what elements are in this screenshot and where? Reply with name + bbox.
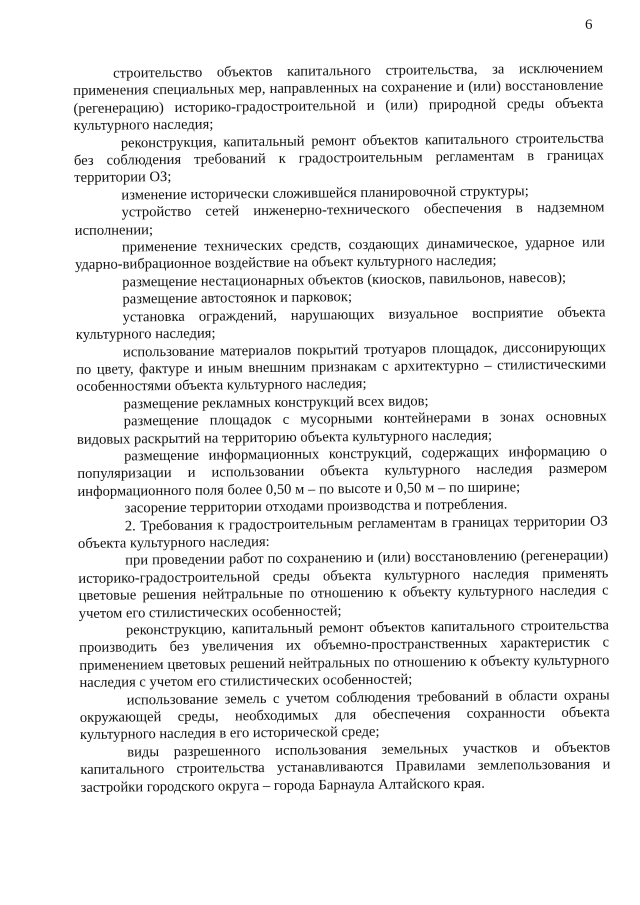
- paragraph: размещение информационных конструкций, содержащих информацию о популяризации и использовании объекта культурного наследия размером информационного поля более 0,50 м – по высоте и 0,50 м – по ширине;: [77, 443, 608, 500]
- page-number: 6: [585, 17, 593, 33]
- paragraph: виды разрешенного использования земельных участков и объектов капитального строительства устанавливаются Правилами землепользования и застройки городского округа – города Барнаула Алтайского края.: [80, 739, 611, 796]
- paragraph: засорение территории отходами производства и потребления.: [124, 496, 508, 517]
- paragraph: применение технических средств, создающих динамическое, ударное или ударно-вибрационное воздействие на объект культурного наследия;: [75, 234, 605, 274]
- paragraph: изменение исторически сложившейся планировочной структуры;: [121, 183, 529, 204]
- paragraph: устройство сетей инженерно-технического обеспечения в надземном исполнении;: [74, 199, 605, 239]
- paragraph: размещение нестационарных объектов (киосков, павильонов, навесов);: [122, 269, 567, 291]
- section-heading: 2. Требования к градостроительным регламентам в границах территории ОЗ объекта культурного наследия:: [77, 512, 608, 552]
- paragraph: реконструкцию, капитальный ремонт объектов капитального строительства производить без увеличения их объемно-пространственных характеристик с применением цветовых решений нейтральных по отношению к объекту культурного наследия с учетом его стилистических особенностей;: [79, 617, 610, 692]
- document-body: [73, 60, 611, 797]
- paragraph: размещение площадок с мусорными контейнерами в зонах основных видовых раскрытий на территорию объекта культурного наследия;: [76, 408, 607, 448]
- paragraph: строительство объектов капитального строительства, за исключением применения специальных мер, направленных на сохранение и (или) восстановление (регенерацию) историко-градостроительной и (или) природной среды объекта культурного наследия;: [73, 60, 604, 135]
- paragraph: при проведении работ по сохранению и (или) восстановлению (регенерации) историко-градостроительной среды объекта культурного наследия применять цветовые решения нейтральные по отношению к объекту культурного наследия с учетом его стилистических особенностей;: [78, 547, 609, 622]
- paragraph: реконструкция, капитальный ремонт объектов капитального строительства без соблюдения требований к градостроительным регламентам в границах территории ОЗ;: [73, 130, 605, 187]
- paragraph: установка ограждений, нарушающих визуальное восприятие объекта культурного наследия;: [75, 304, 606, 344]
- paragraph: размещение автостоянок и парковок;: [122, 289, 353, 308]
- paragraph: использование материалов покрытий тротуаров площадок, диссонирующих по цвету, фактуре и иным внешним признакам с архитектурно – стилистическими особенностями объекта культурного наследия;: [76, 338, 607, 396]
- paragraph: размещение рекламных конструкций всех видов;: [123, 393, 429, 413]
- paragraph: использование земель с учетом соблюдения требований в области охраны окружающей среды, необходимых для обеспечения сохранности объекта культурного наследия в его исторической среде;: [79, 687, 610, 744]
